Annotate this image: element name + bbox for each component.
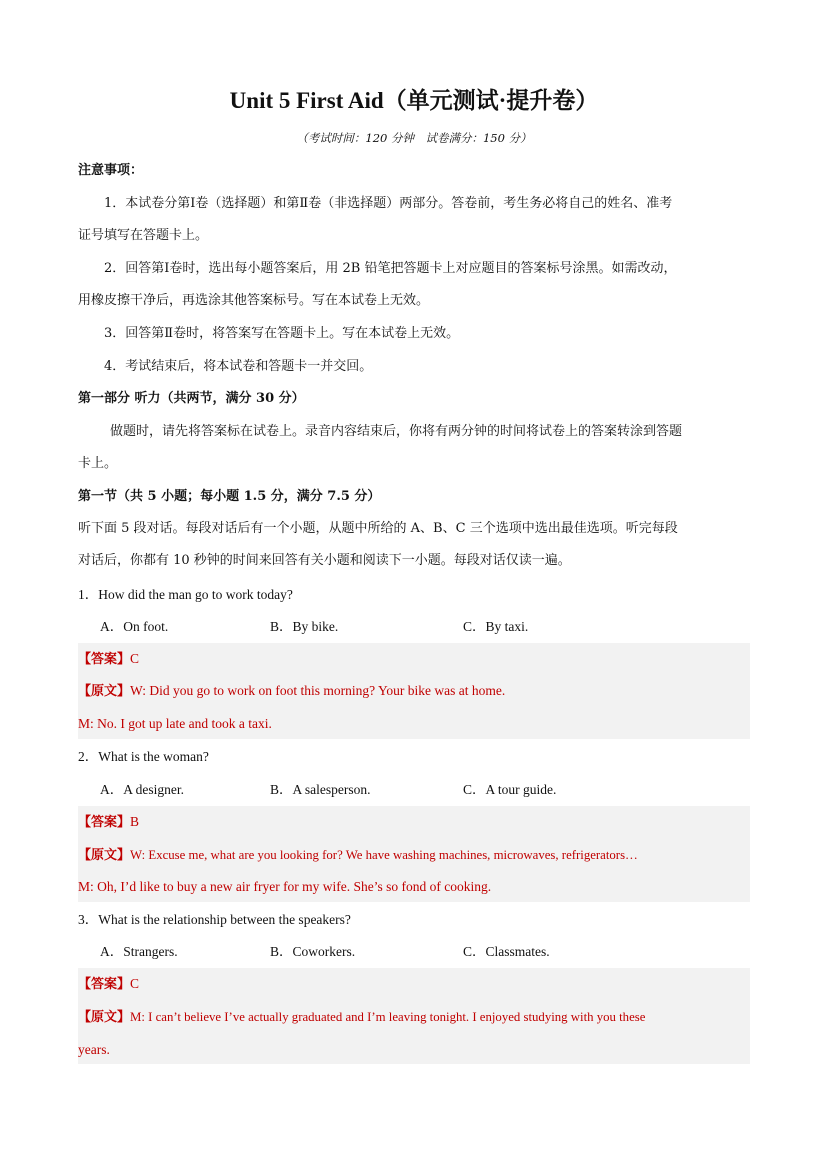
part1-heading: 第一部分 听力（共两节，满分 30 分） xyxy=(78,391,305,406)
notice-item-1: 1．本试卷分第Ⅰ卷（选择题）和第Ⅱ卷（非选择题）两部分。答卷前，考生务必将自己的姓名、准考 xyxy=(104,196,673,211)
option-c: C．Classmates. xyxy=(463,944,550,959)
transcript-line xyxy=(78,845,750,866)
section1-instruction: 听下面 5 段对话。每段对话后有一个小题，从题中所给的 A、B、C 三个选项中选出最佳选项。听完每段 xyxy=(78,521,678,536)
answer-line xyxy=(78,649,750,670)
option-a: A．A designer. xyxy=(100,782,184,797)
transcript-text: W: Excuse me, what are you looking for? We have washing machines, microwaves, refrigerators… xyxy=(130,848,638,862)
notice-item-1-cont: 证号填写在答题卡上。 xyxy=(78,228,209,243)
section1-instruction-cont: 对话后，你都有 10 秒钟的时间来回答有关小题和阅读下一小题。每段对话仅读一遍。 xyxy=(78,553,571,568)
transcript-text-cont: M: Oh, I’d like to buy a new air fryer for my wife. She’s so fond of cooking. xyxy=(78,879,492,894)
option-c: C．By taxi. xyxy=(463,619,529,634)
transcript-line xyxy=(78,681,750,702)
transcript-line xyxy=(78,1007,750,1028)
transcript-text: M: I can’t believe I’ve actually graduated and I’m leaving tonight. I enjoyed studying with you these xyxy=(130,1010,646,1024)
notice-item-4: 4．考试结束后，将本试卷和答题卡一并交回。 xyxy=(104,359,373,374)
notice-item-2-cont: 用橡皮擦干净后，再选涂其他答案标号。写在本试卷上无效。 xyxy=(78,293,430,308)
transcript-text-cont: years. xyxy=(78,1042,110,1057)
answer-line xyxy=(78,974,750,995)
answer-value: C xyxy=(130,651,140,666)
transcript-label: 【原文】 xyxy=(78,684,131,699)
section1-heading: 第一节（共 5 小题；每小题 1.5 分，满分 7.5 分） xyxy=(78,489,381,504)
notice-item-3: 3．回答第Ⅱ卷时，将答案写在答题卡上。写在本试卷上无效。 xyxy=(104,326,460,341)
transcript-label: 【原文】 xyxy=(78,1010,131,1025)
question-stem: 2．What is the woman? xyxy=(78,749,209,764)
option-a: A．On foot. xyxy=(100,619,169,634)
option-c: C．A tour guide. xyxy=(463,782,557,797)
transcript-label: 【原文】 xyxy=(78,848,131,863)
part1-instruction: 做题时，请先将答案标在试卷上。录音内容结束后，你将有两分钟的时间将试卷上的答案转涂到答题 xyxy=(110,424,683,439)
notice-item-2: 2．回答第Ⅰ卷时，选出每小题答案后，用 2B 铅笔把答题卡上对应题目的答案标号涂黑。如需改动， xyxy=(104,261,677,276)
answer-value: C xyxy=(130,976,140,991)
answer-label: 【答案】 xyxy=(78,815,131,830)
answer-label: 【答案】 xyxy=(78,977,131,992)
notice-heading: 注意事项： xyxy=(78,163,144,178)
transcript-text: W: Did you go to work on foot this morning? Your bike was at home. xyxy=(130,683,506,698)
answer-value: B xyxy=(130,814,140,829)
option-b: B．Coworkers. xyxy=(270,944,356,959)
option-b: B．A salesperson. xyxy=(270,782,371,797)
answer-label: 【答案】 xyxy=(78,652,131,667)
answer-line xyxy=(78,812,750,833)
part1-instruction-cont: 卡上。 xyxy=(78,456,118,471)
transcript-text-cont: M: No. I got up late and took a taxi. xyxy=(78,716,272,731)
exam-info: （考试时间：120 分钟 试卷满分：150 分） xyxy=(296,131,532,145)
option-a: A．Strangers. xyxy=(100,944,178,959)
page-title: Unit 5 First Aid（单元测试·提升卷） xyxy=(229,88,599,113)
question-stem: 1．How did the man go to work today? xyxy=(78,587,293,602)
option-b: B．By bike. xyxy=(270,619,339,634)
question-stem: 3．What is the relationship between the speakers? xyxy=(78,912,351,927)
